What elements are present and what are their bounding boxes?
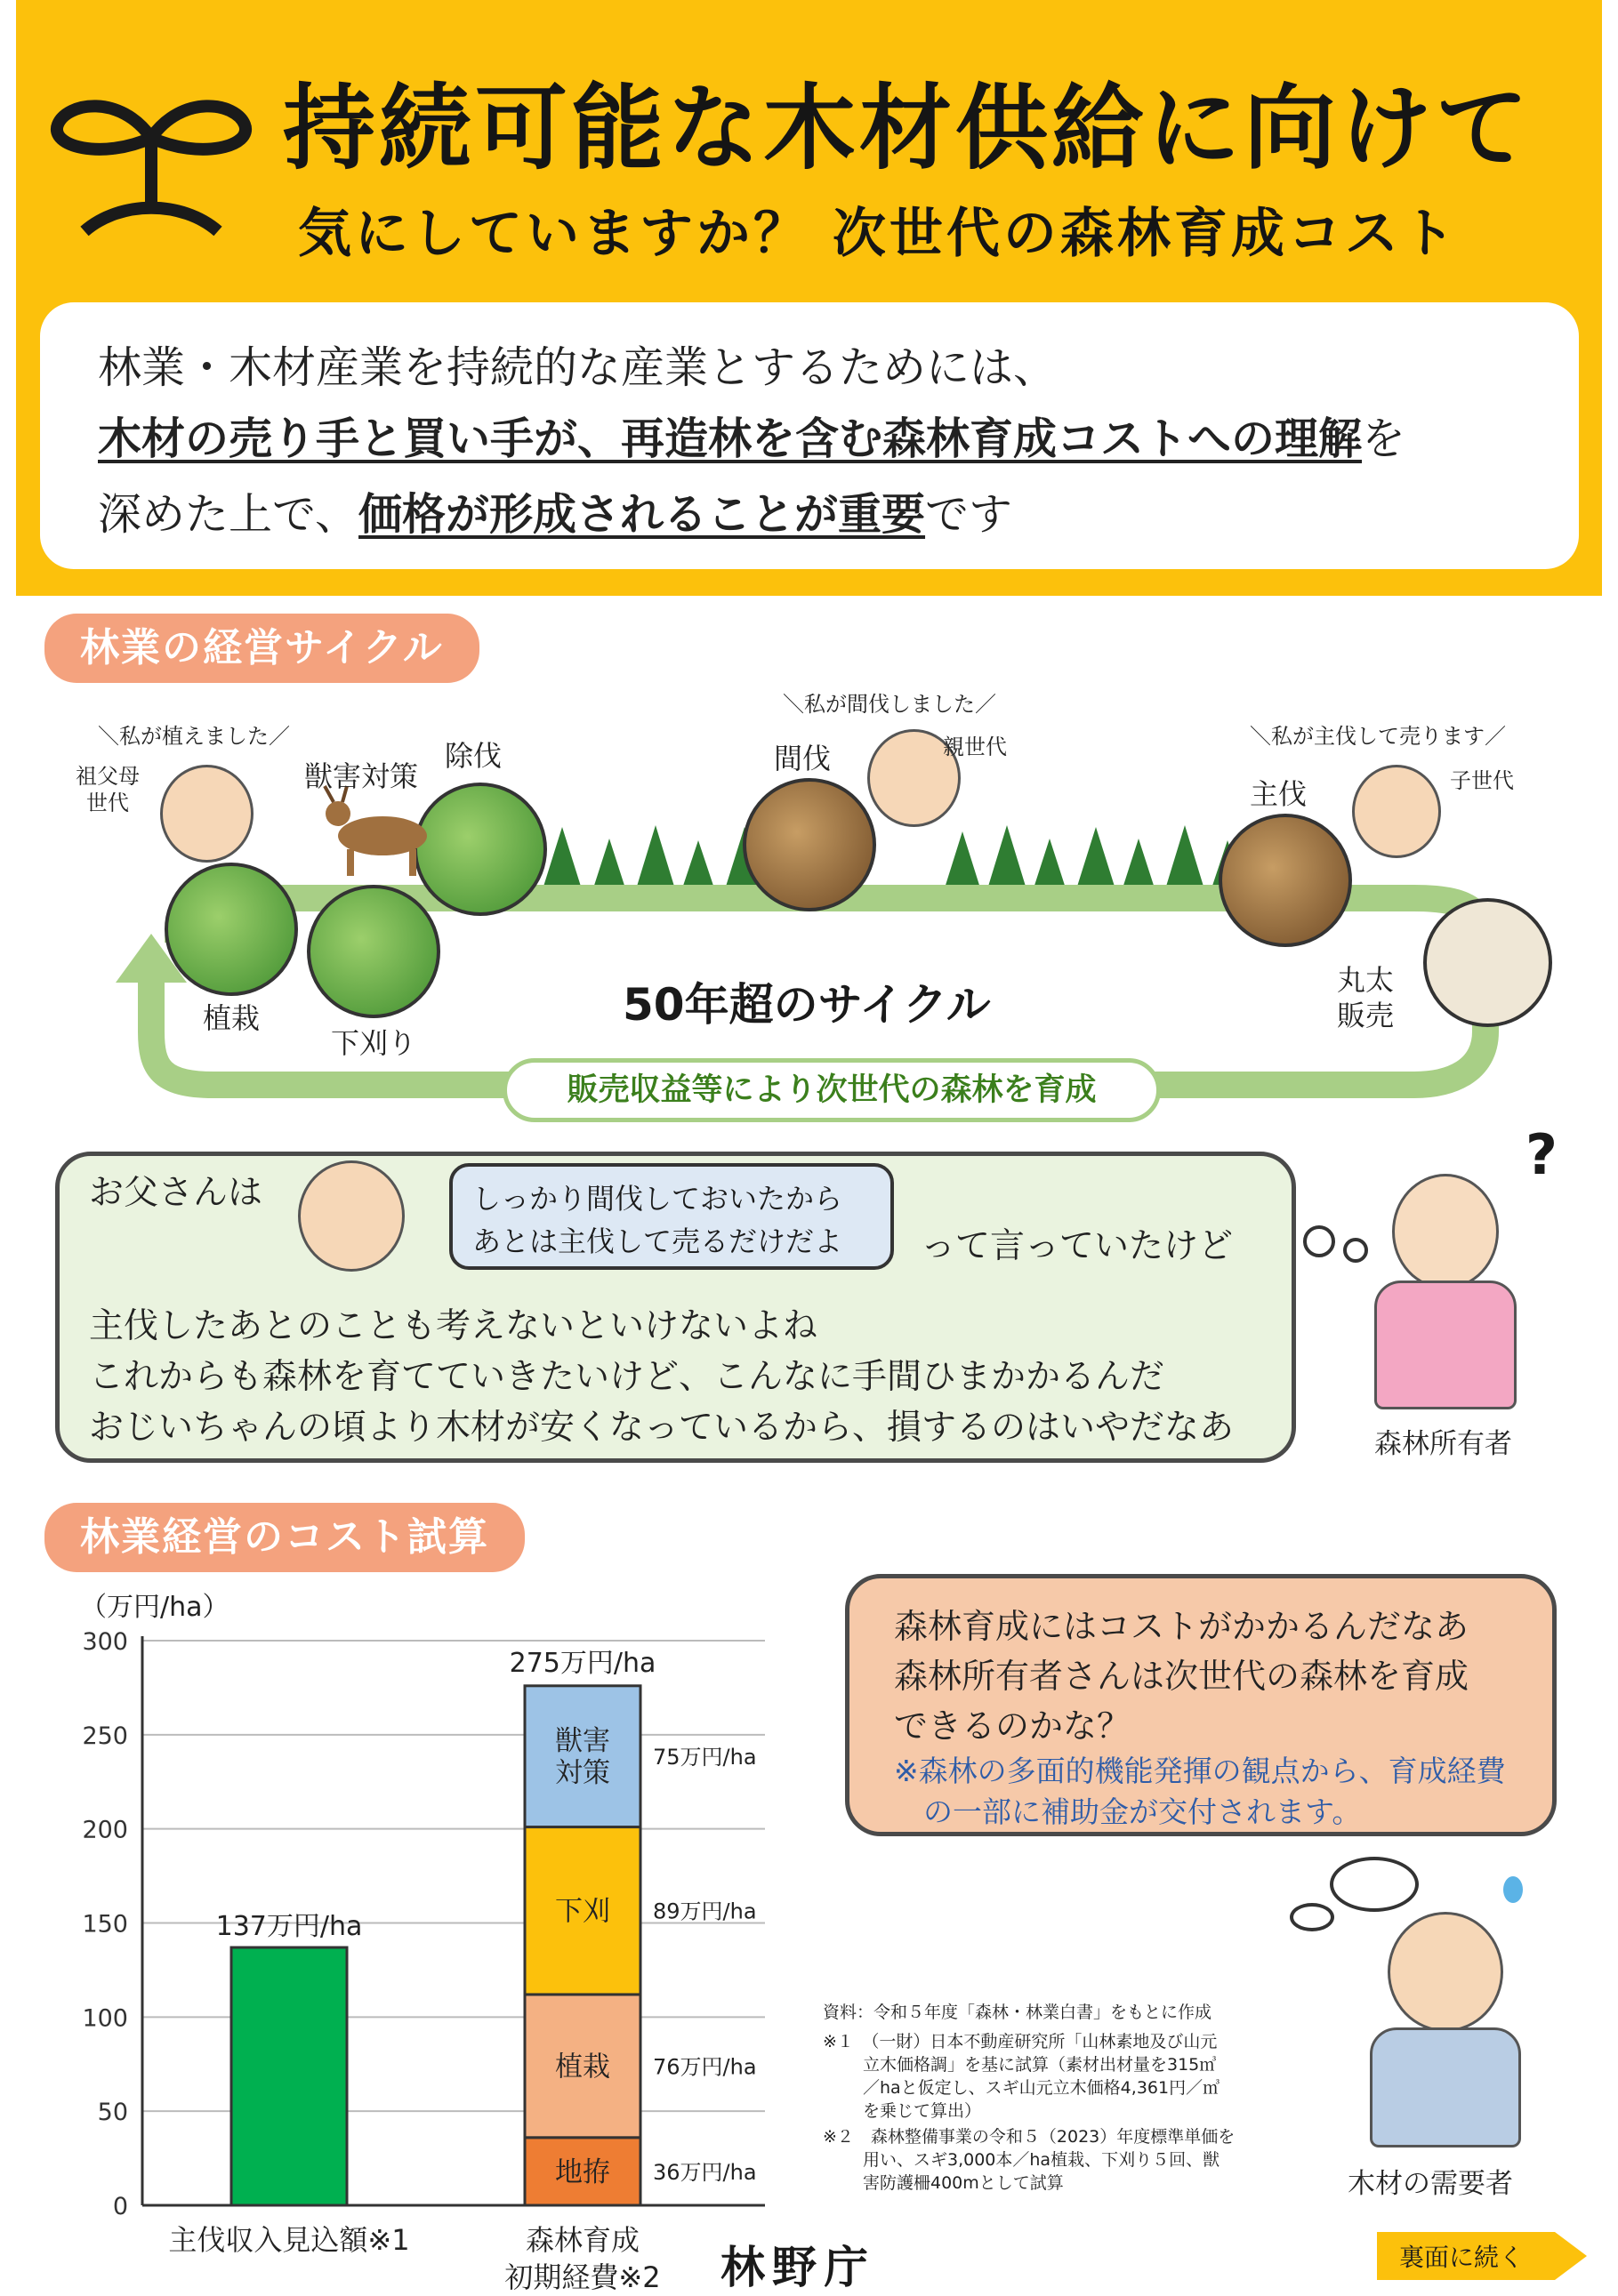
parent-quote: ＼私が間伐しました／ xyxy=(783,692,996,717)
total-cost-label: 275万円/ha xyxy=(509,1647,656,1679)
cost-bubble-line-1: 森林育成にはコストがかかるんだなあ xyxy=(894,1607,1469,1646)
cycle-title: 50年超のサイクル xyxy=(623,979,991,1031)
footnote-1a: ※１ （一財）日本不動産研究所「山林素地及び山元 xyxy=(823,2032,1218,2051)
sweat-drop-icon xyxy=(1503,1876,1523,1903)
father-intro: お父さんは xyxy=(89,1173,263,1213)
section-tab-cycle: 林業の経営サイクル xyxy=(44,614,479,683)
step-cleaning: 除伐 xyxy=(445,739,503,773)
y-tick-label: 0 xyxy=(112,2193,128,2220)
thought-dot-icon xyxy=(1290,1903,1334,1931)
after-bubble-text: って言っていたけど xyxy=(921,1226,1234,1266)
footnote-2a: ※２ 森林整備事業の令和５（2023）年度標準単価を xyxy=(823,2127,1236,2147)
step-sale: 丸太 販売 xyxy=(1337,963,1395,1032)
step-animal: 獣害対策 xyxy=(304,759,419,793)
page-title: 持続可能な木材供給に向けて xyxy=(283,74,1533,182)
intro-line-3-tail: です xyxy=(925,489,1013,540)
step-harvest: 主伐 xyxy=(1250,777,1308,811)
child-label: 子世代 xyxy=(1450,768,1514,793)
intro-line-3 xyxy=(98,480,1012,542)
deer-icon xyxy=(311,783,445,880)
cost-bubble-line-2: 森林所有者さんは次世代の森林を育成 xyxy=(894,1657,1469,1696)
page-subtitle: 気にしていますか？ 次世代の森林育成コスト xyxy=(298,203,1459,265)
next-page-label: 裏面に続く xyxy=(1398,2243,1525,2272)
thinning-circle xyxy=(743,778,876,911)
planting-circle xyxy=(165,863,298,996)
cost-segment-value: 36万円/ha xyxy=(653,2159,757,2185)
cost-segment-name: 地拵 xyxy=(555,2156,610,2188)
cost-segment-value: 75万円/ha xyxy=(653,1745,757,1770)
y-tick-label: 50 xyxy=(97,2099,128,2127)
cost-bubble-line-3: できるのかな？ xyxy=(894,1706,1131,1746)
y-tick-label: 250 xyxy=(82,1722,128,1750)
x-category-label: 森林育成 xyxy=(525,2223,640,2257)
step-weeding: 下刈り xyxy=(331,1026,417,1060)
x-category-label: 主伐収入見込額※1 xyxy=(168,2223,410,2257)
footnote-2b: 用い、スギ3,000本／ha植栽、下刈り５回、獣 xyxy=(863,2150,1220,2170)
log-sale-circle xyxy=(1423,898,1552,1027)
section-tab-cost: 林業経営のコスト試算 xyxy=(44,1503,525,1572)
intro-line-3-head: 深めた上で、 xyxy=(98,489,359,540)
sprout-logo-icon xyxy=(49,76,254,240)
subsidy-note-1: ※森林の多面的機能発揮の観点から、育成経費 xyxy=(894,1754,1506,1788)
thought-dot-icon xyxy=(1343,1238,1368,1263)
intro-line-2-tail: を xyxy=(1362,413,1406,464)
father-avatar xyxy=(298,1160,405,1272)
intro-emphasis-2: 価格が形成されることが重要 xyxy=(358,489,926,540)
y-tick-label: 300 xyxy=(82,1628,128,1656)
question-mark-icon: ? xyxy=(1525,1122,1558,1187)
thought-cloud-icon xyxy=(1330,1857,1419,1912)
father-speech-bubble xyxy=(449,1163,894,1270)
owner-body xyxy=(1374,1280,1517,1409)
weeding-circle xyxy=(307,885,440,1018)
x-category-label: 初期経費※2 xyxy=(504,2260,661,2294)
source-line: 資料：令和５年度「森林・林業白書」をもとに作成 xyxy=(823,2003,1212,2022)
owner-face xyxy=(1392,1174,1499,1289)
grandparent-avatar xyxy=(160,765,254,863)
dialogue-line-3: おじいちゃんの頃より木材が安くなっているから、損するのはいやだなあ xyxy=(89,1408,1235,1448)
harvest-circle xyxy=(1219,814,1352,947)
thought-dot-icon xyxy=(1303,1225,1335,1257)
footnote-2c: 害防護柵400mとして試算 xyxy=(863,2173,1064,2193)
subsidy-note-2: の一部に補助金が交付されます。 xyxy=(894,1794,1362,1829)
intro-line-1: 林業・木材産業を持続的な産業とするためには、 xyxy=(98,342,1058,393)
buyer-body xyxy=(1370,2027,1521,2147)
cost-segment-name: 下刈 xyxy=(555,1895,610,1928)
footnote-1d: を乗じて算出） xyxy=(863,2101,982,2121)
cost-chart xyxy=(53,1592,783,2294)
grandparent-label: 祖父母 世代 xyxy=(76,764,140,815)
cost-segment-name: 対策 xyxy=(555,1757,610,1790)
y-axis-unit: （万円/ha） xyxy=(80,1592,229,1623)
owner-label: 森林所有者 xyxy=(1374,1428,1512,1460)
cost-segment-name: 植栽 xyxy=(555,2051,610,2083)
buyer-face xyxy=(1388,1912,1503,2032)
income-value-label: 137万円/ha xyxy=(215,1911,363,1943)
footnote-1c: ／haと仮定し、スギ山元立木価格4,361円／㎥ xyxy=(863,2078,1220,2098)
dialogue-line-2: これからも森林を育てていきたいけど、こんなに手間ひまかかるんだ xyxy=(89,1357,1165,1397)
y-tick-label: 100 xyxy=(82,2004,128,2033)
footnote-1b: 立木価格調」を基に試算（素材出材量を315㎥ xyxy=(863,2055,1217,2075)
intro-line-2 xyxy=(98,405,1405,467)
income-bar xyxy=(231,1947,347,2205)
cycle-banner: 販売収益等により次世代の森林を育成 xyxy=(503,1058,1161,1122)
grandparent-quote: ＼私が植えました／ xyxy=(98,724,290,749)
cost-segment-value: 89万円/ha xyxy=(653,1899,757,1924)
y-tick-label: 200 xyxy=(82,1816,128,1844)
child-avatar xyxy=(1352,765,1441,858)
step-thinning: 間伐 xyxy=(774,742,832,775)
child-quote: ＼私が主伐して売ります／ xyxy=(1250,724,1506,749)
bubble-line-2: あとは主伐して売るだけだよ xyxy=(472,1224,843,1258)
cost-speech-bubble xyxy=(845,1574,1557,1836)
buyer-label: 木材の需要者 xyxy=(1348,2168,1513,2200)
cost-segment-name: 獣害 xyxy=(555,1725,610,1758)
bubble-line-1: しっかり間伐しておいたから xyxy=(472,1182,843,1216)
agency-name: 林野庁 xyxy=(720,2242,875,2293)
dialogue-line-1: 主伐したあとのことも考えないといけないよね xyxy=(89,1306,818,1346)
intro-emphasis-1: 木材の売り手と買い手が、再造林を含む森林育成コストへの理解 xyxy=(98,413,1363,464)
y-tick-label: 150 xyxy=(82,1910,128,1939)
cost-segment-value: 76万円/ha xyxy=(653,2054,757,2080)
step-planting: 植栽 xyxy=(203,1001,261,1035)
parent-label: 親世代 xyxy=(943,735,1007,759)
next-page-button[interactable] xyxy=(1377,2228,1590,2284)
